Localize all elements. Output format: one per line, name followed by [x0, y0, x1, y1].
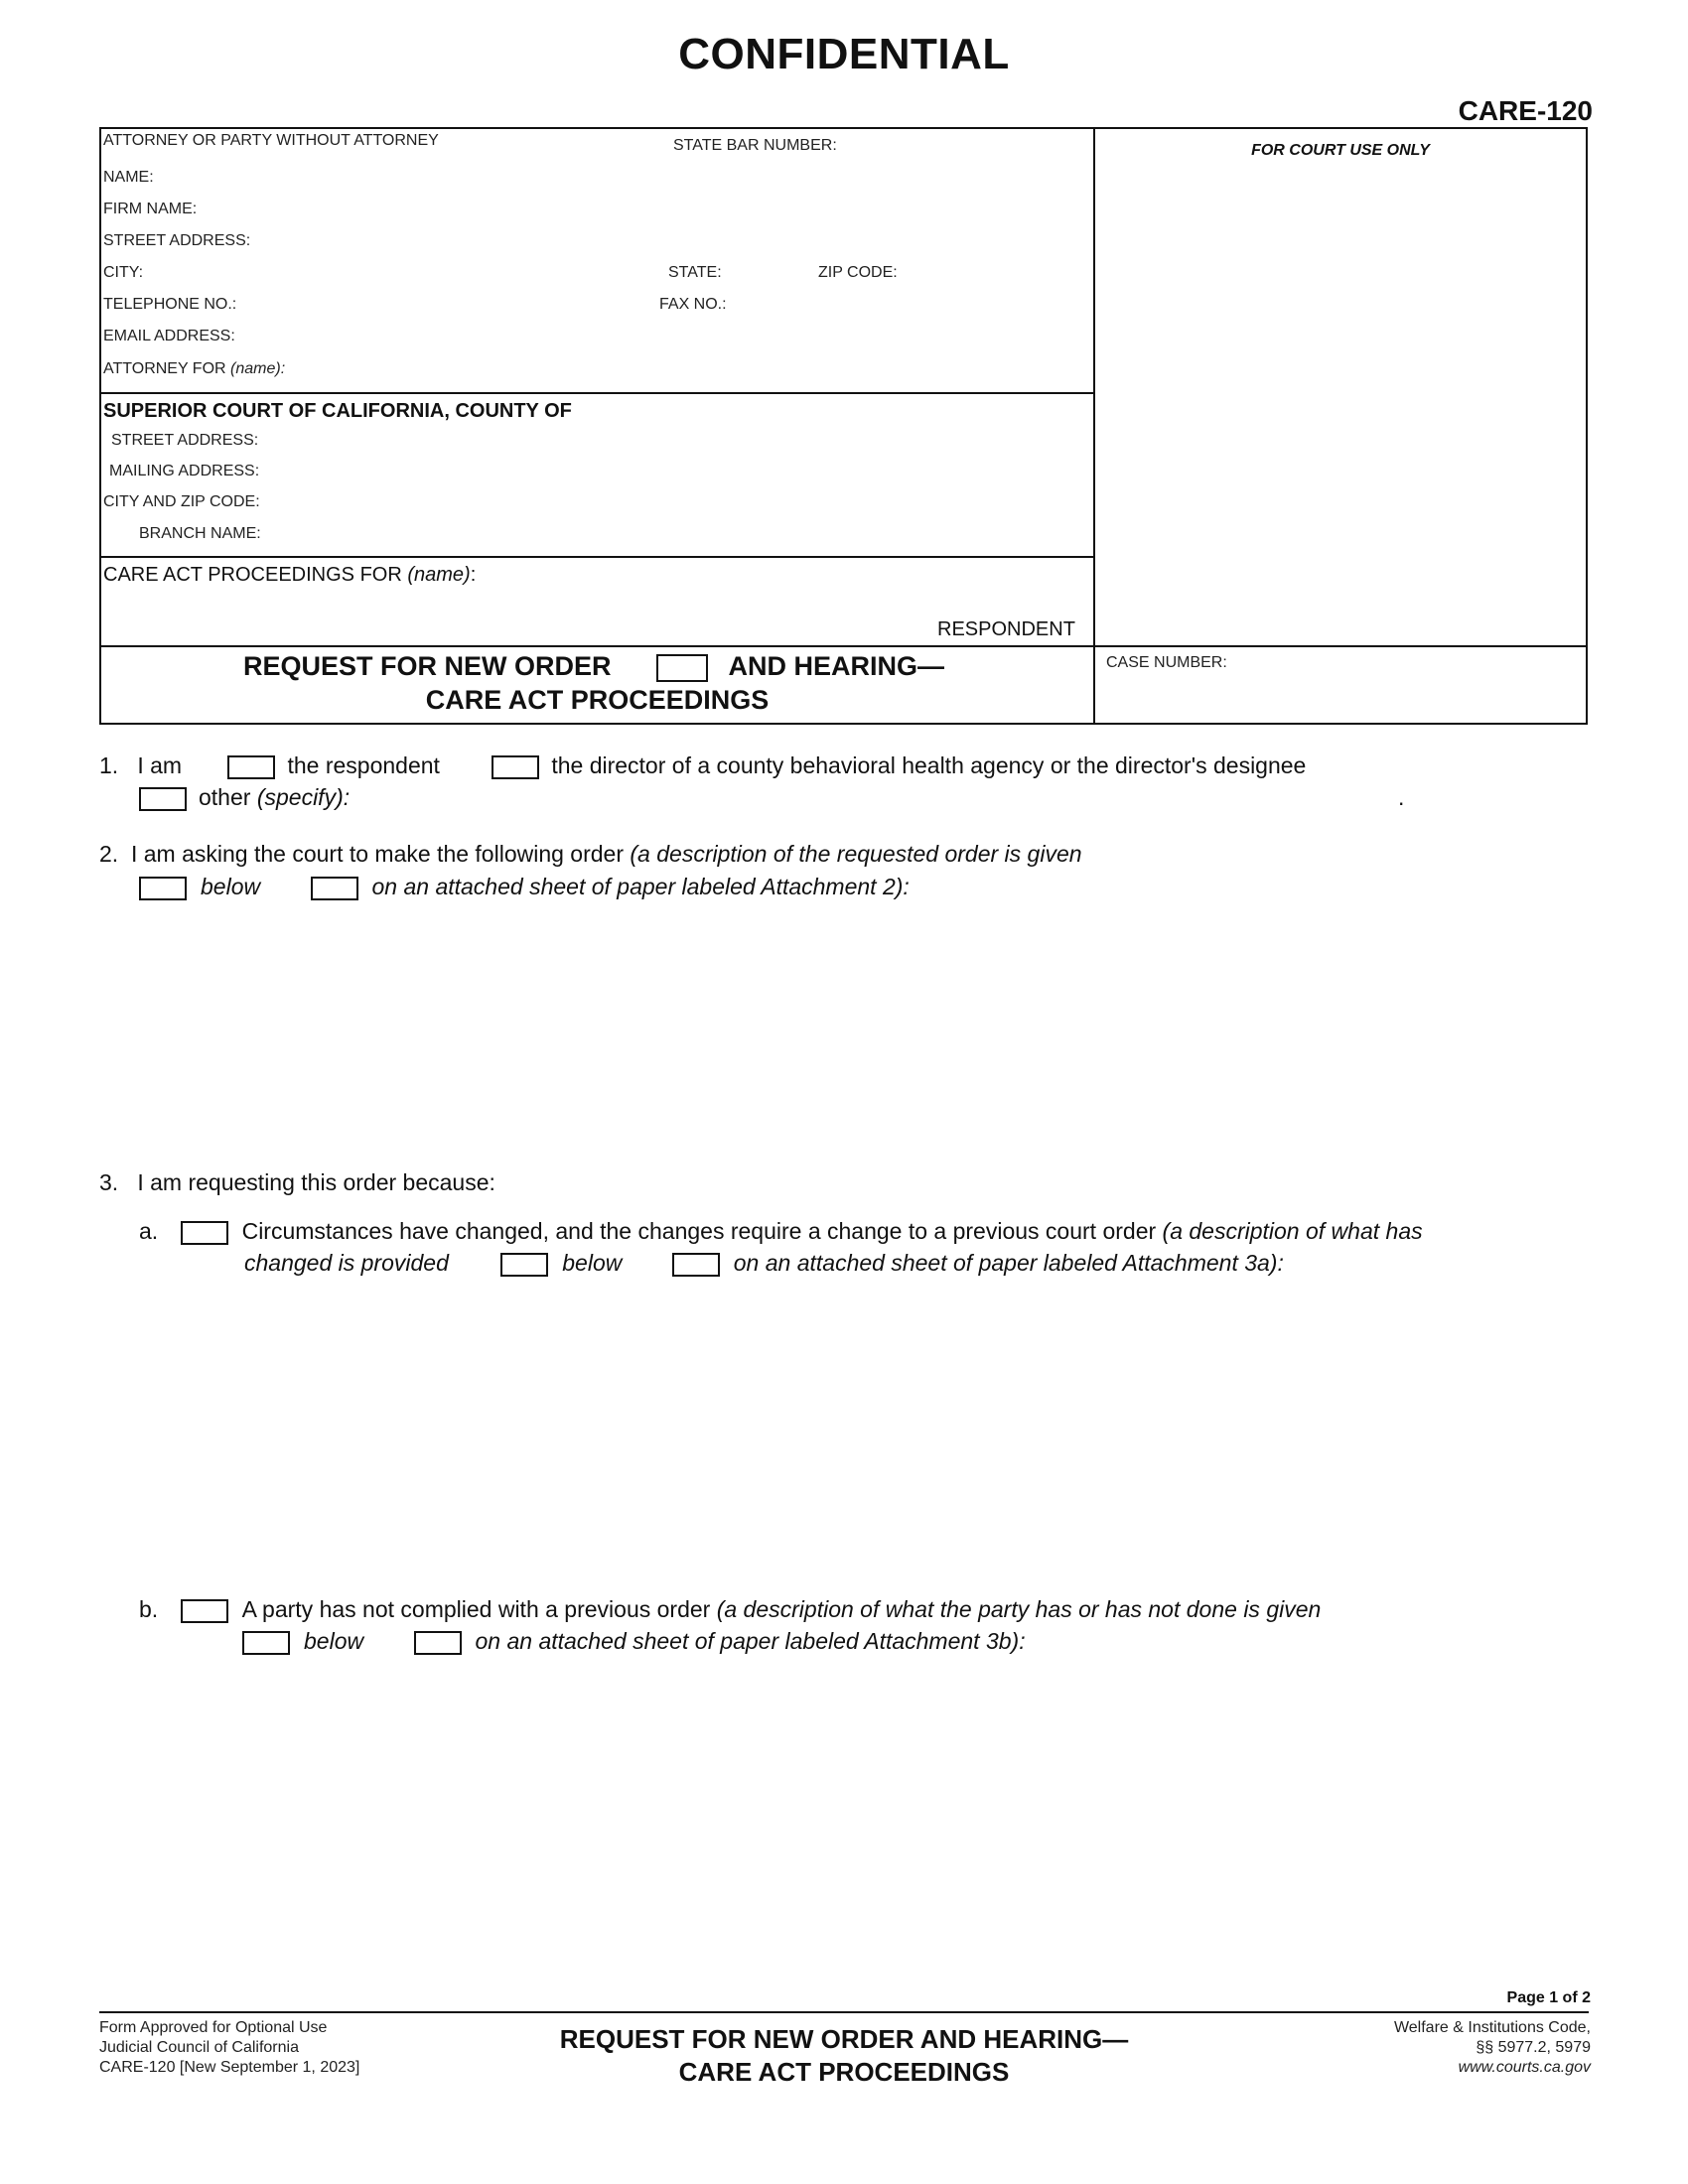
- telephone-label[interactable]: TELEPHONE NO.:: [103, 296, 237, 313]
- court-heading: SUPERIOR COURT OF CALIFORNIA, COUNTY OF: [103, 400, 572, 422]
- respondent-checkbox[interactable]: [227, 755, 275, 779]
- item-1-other-row: other (specify):: [139, 784, 350, 811]
- footer-rule: [99, 2011, 1589, 2013]
- caption-rule: [99, 645, 1588, 647]
- email-label[interactable]: EMAIL ADDRESS:: [103, 328, 235, 344]
- proceedings-label[interactable]: CARE ACT PROCEEDINGS FOR (name):: [103, 564, 477, 586]
- attorney-for-label[interactable]: ATTORNEY FOR (name):: [103, 360, 286, 377]
- item-3b-options: below on an attached sheet of paper labeled Attachment 3b):: [242, 1628, 1026, 1655]
- case-number-label[interactable]: CASE NUMBER:: [1106, 654, 1227, 671]
- item-3b-row: b. A party has not complied with a previous order (a description of what the party has or has not done is given: [139, 1596, 1322, 1622]
- item-3-row: 3. I am requesting this order because:: [99, 1169, 495, 1195]
- item-3a-row: a. Circumstances have changed, and the changes require a change to a previous court order (a description of what has: [139, 1218, 1423, 1244]
- item-3a-options: changed is provided below on an attached sheet of paper labeled Attachment 3a):: [244, 1250, 1284, 1276]
- respondent-label: RESPONDENT: [937, 618, 1075, 640]
- item-3a-attached-checkbox[interactable]: [672, 1253, 720, 1277]
- street-address-label[interactable]: STREET ADDRESS:: [103, 232, 251, 249]
- other-checkbox[interactable]: [139, 787, 187, 811]
- caption-divider: [1093, 127, 1095, 725]
- item-1-period: .: [1398, 784, 1405, 810]
- caption-rule: [99, 556, 1095, 558]
- court-city-zip-label[interactable]: CITY AND ZIP CODE:: [103, 493, 260, 510]
- caption-rule: [99, 392, 1095, 394]
- zip-code-label[interactable]: ZIP CODE:: [818, 264, 898, 281]
- court-branch-label[interactable]: BRANCH NAME:: [139, 525, 261, 542]
- item-2-below-checkbox[interactable]: [139, 877, 187, 900]
- form-number: CARE-120: [1458, 95, 1593, 126]
- caption-box: [99, 127, 1588, 725]
- form-title-line2: CARE ACT PROCEEDINGS: [425, 685, 770, 715]
- director-checkbox[interactable]: [492, 755, 539, 779]
- court-street-label[interactable]: STREET ADDRESS:: [111, 432, 259, 449]
- item-1-row: 1. I am the respondent the director of a county behavioral health agency or the director's designee: [99, 752, 1307, 778]
- item-3a-checkbox[interactable]: [181, 1221, 228, 1245]
- city-label[interactable]: CITY:: [103, 264, 144, 281]
- page-number: Page 1 of 2: [1506, 1989, 1591, 2006]
- footer-left: Form Approved for Optional Use Judicial Council of California CARE-120 [New September 1, 2023]: [99, 2019, 360, 2076]
- courts-link[interactable]: www.courts.ca.gov: [1458, 2059, 1591, 2076]
- confidential-heading: CONFIDENTIAL: [678, 30, 1010, 78]
- court-mailing-label[interactable]: MAILING ADDRESS:: [109, 463, 260, 479]
- and-hearing-checkbox[interactable]: [656, 654, 708, 682]
- item-3b-checkbox[interactable]: [181, 1599, 228, 1623]
- form-title-line1: REQUEST FOR NEW ORDER AND HEARING—: [243, 651, 945, 681]
- firm-name-label[interactable]: FIRM NAME:: [103, 201, 198, 217]
- item-2-options: below on an attached sheet of paper labeled Attachment 2):: [139, 874, 910, 900]
- item-2-attached-checkbox[interactable]: [311, 877, 358, 900]
- attorney-heading: ATTORNEY OR PARTY WITHOUT ATTORNEY: [103, 132, 439, 149]
- item-3b-attached-checkbox[interactable]: [414, 1631, 462, 1655]
- footer-title: REQUEST FOR NEW ORDER AND HEARING— CARE ACT PROCEEDINGS: [559, 2024, 1129, 2087]
- item-2-row: 2. I am asking the court to make the following order (a description of the requested order is given: [99, 841, 1082, 867]
- item-3a-below-checkbox[interactable]: [500, 1253, 548, 1277]
- fax-label[interactable]: FAX NO.:: [659, 296, 727, 313]
- footer-right: Welfare & Institutions Code, §§ 5977.2, 5979 www.courts.ca.gov: [1393, 2019, 1591, 2076]
- item-3b-below-checkbox[interactable]: [242, 1631, 290, 1655]
- name-label[interactable]: NAME:: [103, 169, 154, 186]
- court-use-label: FOR COURT USE ONLY: [1251, 142, 1430, 159]
- state-bar-label: STATE BAR NUMBER:: [673, 137, 837, 154]
- state-label[interactable]: STATE:: [668, 264, 722, 281]
